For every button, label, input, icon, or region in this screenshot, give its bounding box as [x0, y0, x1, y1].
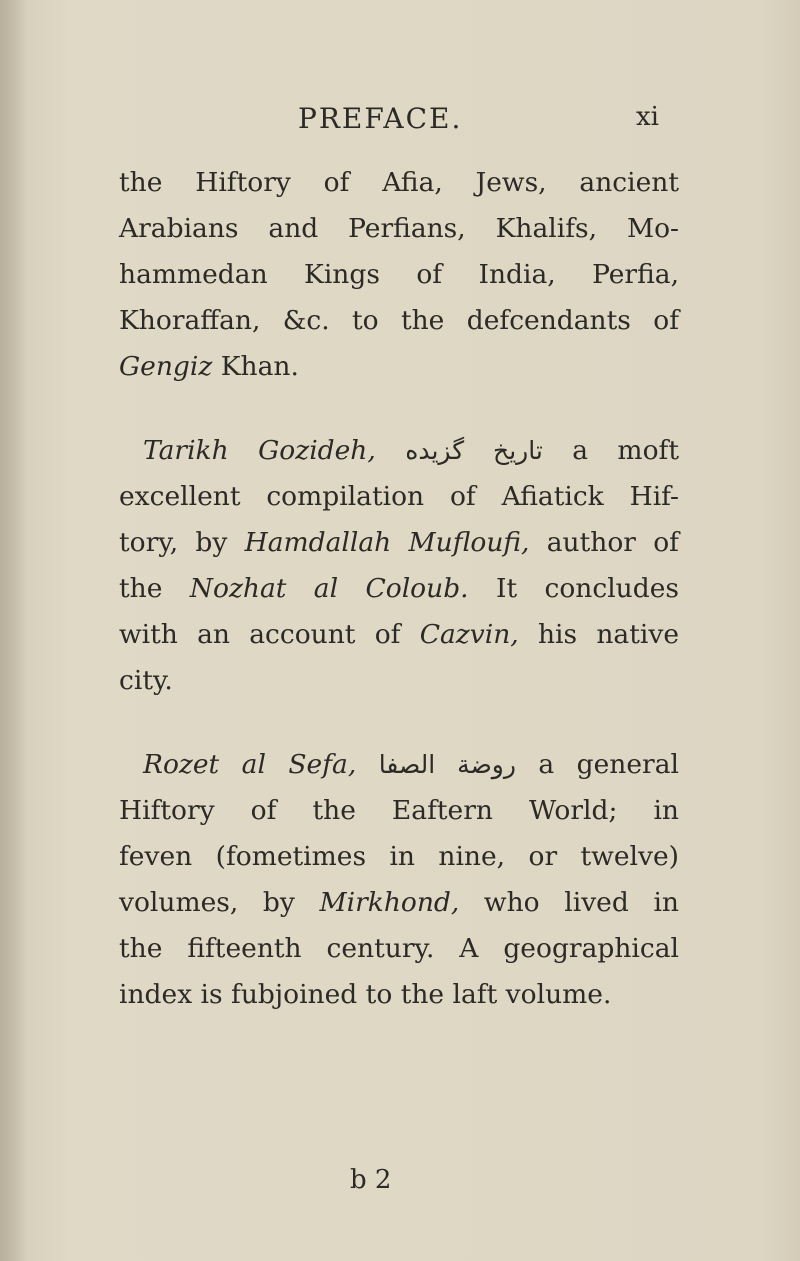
line-text: city.	[119, 665, 173, 696]
signature-mark: b 2	[350, 1165, 392, 1195]
line-text: excellent compilation of Afiatick Hif-	[119, 481, 679, 512]
line-text: author of	[529, 527, 679, 558]
italic-text: Rozet al Sefa,	[143, 749, 357, 780]
line-text: hammedan Kings of India, Perfia,	[119, 259, 679, 290]
page-header	[0, 100, 800, 140]
italic-text: Cazvin,	[419, 619, 519, 650]
running-title: PREFACE.	[298, 102, 463, 135]
text-line	[119, 972, 679, 1018]
line-text	[376, 435, 405, 466]
page-number: xi	[636, 102, 659, 132]
line-text: with an account of	[119, 619, 420, 650]
text-line	[119, 880, 679, 926]
line-text: Khoraffan, &c. to the defcendants of	[119, 305, 679, 336]
line-text: It concludes	[468, 573, 679, 604]
italic-text: Tarikh Gozideh,	[143, 435, 376, 466]
text-line	[119, 834, 679, 880]
italic-text: Hamdallah Mufloufi,	[244, 527, 530, 558]
text-line	[119, 206, 679, 252]
line-text: the	[119, 573, 190, 604]
line-text: a general	[515, 749, 679, 780]
text-line	[119, 658, 679, 704]
line-text: volumes, by	[119, 887, 320, 918]
text-line	[119, 160, 679, 206]
paragraph	[119, 160, 679, 390]
body-text	[119, 160, 679, 1018]
line-text	[356, 749, 378, 780]
text-line	[119, 474, 679, 520]
text-line	[119, 520, 679, 566]
italic-text: Nozhat al Coloub.	[189, 573, 469, 604]
line-text: who lived in	[459, 887, 679, 918]
line-text: feven (fometimes in nine, or twelve)	[119, 841, 679, 872]
line-text: the fifteenth century. A geographical	[119, 933, 679, 964]
line-text: a moft	[542, 435, 679, 466]
text-line	[119, 428, 679, 474]
text-line	[119, 298, 679, 344]
paragraph	[119, 428, 679, 704]
text-line	[119, 788, 679, 834]
page-gutter-shadow	[0, 0, 26, 1261]
arabic-title: تاریخ گزیده	[405, 436, 543, 465]
arabic-title: روضة الصفا	[378, 750, 516, 779]
text-line	[119, 344, 679, 390]
line-text: Arabians and Perfians, Khalifs, Mo-	[119, 213, 679, 244]
line-text: Hiftory of the Eaftern World; in	[119, 795, 679, 826]
text-line	[119, 926, 679, 972]
paragraph	[119, 742, 679, 1018]
text-line	[119, 252, 679, 298]
line-text: tory, by	[119, 527, 245, 558]
line-text: Khan.	[212, 351, 299, 382]
italic-text: Gengiz	[119, 351, 213, 382]
line-text: his native	[518, 619, 680, 650]
line-text: index is fubjoined to the laft volume.	[119, 979, 612, 1010]
text-line	[119, 742, 679, 788]
text-line	[119, 566, 679, 612]
text-line	[119, 612, 679, 658]
line-text: the Hiftory of Afia, Jews, ancient	[119, 167, 679, 198]
italic-text: Mirkhond,	[319, 887, 460, 918]
